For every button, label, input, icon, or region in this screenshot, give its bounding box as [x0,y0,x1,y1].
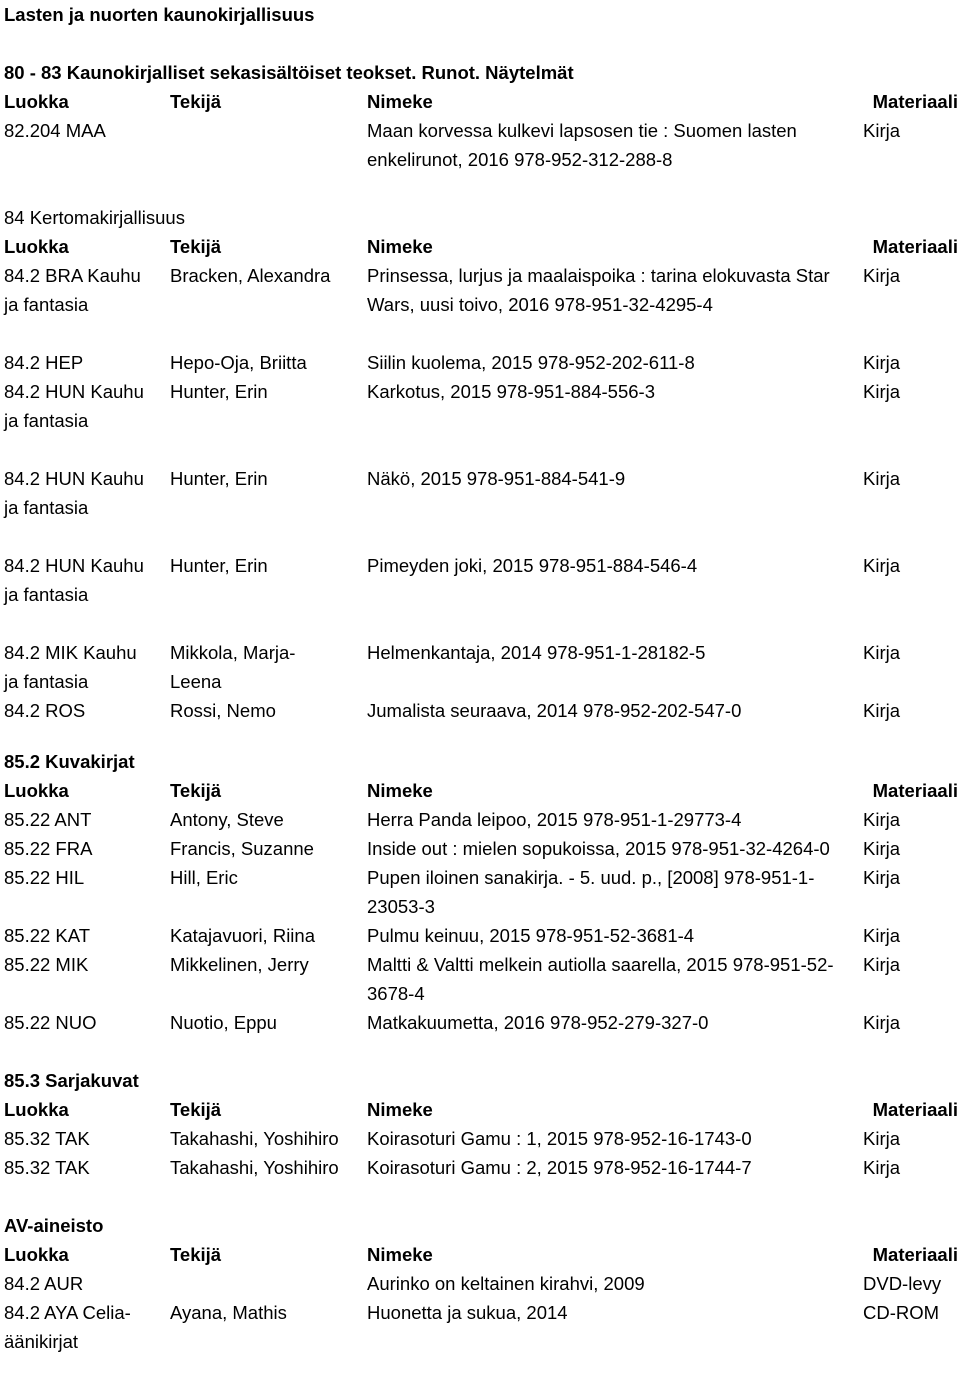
cell-title: Näkö, 2015 978-951-884-541-9 [367,468,626,489]
table-row [4,805,960,834]
cell-author [170,1008,367,1037]
class-line: ja fantasia [4,410,89,431]
author-line: Mikkelinen, Jerry [170,954,309,975]
table-row [4,950,960,1008]
header-class: Luokka [4,780,69,801]
cell-author [170,805,367,834]
cell-title: Maltti & Valtti melkein autiolla saarella, 2015 978-951-52-3678-4 [367,954,834,1004]
author-line: Hunter, Erin [170,381,268,402]
cell-class [4,950,170,1008]
author-line: Hunter, Erin [170,555,268,576]
header-class: Luokka [4,91,69,112]
table-row [4,696,960,725]
class-line: 85.22 NUO [4,1012,97,1033]
cell-author [170,261,367,319]
class-line: 84.2 MIK Kauhu [4,642,137,663]
class-line: 84.2 HUN Kauhu [4,381,144,402]
cell-title: Helmenkantaja, 2014 978-951-1-28182-5 [367,642,706,663]
class-line: 84.2 AUR [4,1273,84,1294]
author-line: Francis, Suzanne [170,838,314,859]
table-header [4,1095,960,1124]
cell-title: Pimeyden joki, 2015 978-951-884-546-4 [367,555,698,576]
table-header [4,232,960,261]
author-line: Mikkola, Marja- [170,642,296,663]
header-author: Tekijä [170,236,222,257]
row-spacer [4,609,960,638]
table-row [4,377,960,435]
cell-class [4,805,170,834]
class-line: 84.2 HEP [4,352,84,373]
cell-author [170,863,367,921]
cell-title: Koirasoturi Gamu : 1, 2015 978-952-16-1743-0 [367,1128,752,1149]
class-line: 84.2 AYA Celia- [4,1302,131,1323]
header-class: Luokka [4,1244,69,1265]
header-author: Tekijä [170,1244,222,1265]
table-row [4,1008,960,1037]
author-line: Nuotio, Eppu [170,1012,277,1033]
cell-class [4,464,170,522]
cell-title: Matkakuumetta, 2016 978-952-279-327-0 [367,1012,709,1033]
section-title: AV-aineisto [4,1215,104,1236]
cell-material: CD-ROM [863,1302,940,1323]
table-header [4,87,960,116]
class-line: 85.32 TAK [4,1128,90,1149]
spacer [4,725,960,747]
cell-material: Kirja [863,468,901,489]
author-line: Katajavuori, Riina [170,925,315,946]
class-line: äänikirjat [4,1331,79,1352]
cell-title: Pulmu keinuu, 2015 978-951-52-3681-4 [367,925,695,946]
section-rows [4,1269,960,1356]
cell-title: Jumalista seuraava, 2014 978-952-202-547-0 [367,700,742,721]
class-line: 82.204 MAA [4,120,106,141]
cell-author [170,834,367,863]
section-title: 85.3 Sarjakuvat [4,1070,139,1091]
cell-material: Kirja [863,925,901,946]
cell-material: Kirja [863,838,901,859]
cell-title: Maan korvessa kulkevi lapsosen tie : Suomen lasten enkelirunot, 2016 978-952-312-288-8 [367,120,797,170]
cell-material: Kirja [863,954,901,975]
cell-title: Pupen iloinen sanakirja. - 5. uud. p., [2008] 978-951-1-23053-3 [367,867,815,917]
table-row [4,1124,960,1153]
cell-class [4,1153,170,1182]
spacer [4,1182,960,1211]
class-line: 85.22 MIK [4,954,89,975]
table-row [4,348,960,377]
table-row [4,863,960,921]
class-line: 84.2 BRA Kauhu [4,265,141,286]
table-header [4,1240,960,1269]
table-row [4,834,960,863]
section-rows [4,261,960,725]
cell-title: Herra Panda leipoo, 2015 978-951-1-29773-4 [367,809,742,830]
author-line: Hill, Eric [170,867,238,888]
cell-author [170,377,367,435]
cell-material: Kirja [863,381,901,402]
row-spacer [4,319,960,348]
section-rows [4,1124,960,1182]
cell-material: Kirja [863,352,901,373]
cell-author [170,696,367,725]
header-author: Tekijä [170,1099,222,1120]
spacer [4,174,960,203]
cell-class [4,863,170,921]
cell-title: Siilin kuolema, 2015 978-952-202-611-8 [367,352,695,373]
cell-material: Kirja [863,1012,901,1033]
cell-class [4,1298,170,1356]
header-material: Materiaali [872,236,958,257]
header-material: Materiaali [872,91,958,112]
cell-title: Inside out : mielen sopukoissa, 2015 978-951-32-4264-0 [367,838,830,859]
cell-material: Kirja [863,642,901,663]
header-author: Tekijä [170,780,222,801]
cell-material: Kirja [863,809,901,830]
cell-class [4,1124,170,1153]
table-row [4,638,960,696]
cell-class [4,116,170,174]
spacer [4,1037,960,1066]
table-row [4,551,960,609]
cell-material: Kirja [863,555,901,576]
class-line: 84.2 HUN Kauhu [4,555,144,576]
cell-material: Kirja [863,1157,901,1178]
cell-title: Karkotus, 2015 978-951-884-556-3 [367,381,655,402]
author-line: Hepo-Oja, Briitta [170,352,307,373]
cell-author [170,464,367,522]
cell-author [170,638,367,696]
author-line: Takahashi, Yoshihiro [170,1157,339,1178]
class-line: 85.22 KAT [4,925,91,946]
page-title: Lasten ja nuorten kaunokirjallisuus [4,4,315,25]
cell-title: Huonetta ja sukua, 2014 [367,1302,568,1323]
cell-class [4,638,170,696]
class-line: 85.22 HIL [4,867,85,888]
author-line: Ayana, Mathis [170,1302,287,1323]
cell-author [170,1269,367,1298]
cell-class [4,834,170,863]
author-line: Takahashi, Yoshihiro [170,1128,339,1149]
class-line: 85.22 FRA [4,838,93,859]
section-title: 84 Kertomakirjallisuus [4,207,185,228]
header-title: Nimeke [367,1099,433,1120]
author-line: Hunter, Erin [170,468,268,489]
spacer [4,29,960,58]
header-title: Nimeke [367,1244,433,1265]
header-author: Tekijä [170,91,222,112]
header-title: Nimeke [367,91,433,112]
cell-author [170,348,367,377]
header-class: Luokka [4,1099,69,1120]
cell-class [4,1269,170,1298]
section-title: 85.2 Kuvakirjat [4,751,135,772]
cell-title: Prinsessa, lurjus ja maalaispoika : tarina elokuvasta Star Wars, uusi toivo, 2016 978-951-32-4295-4 [367,265,830,315]
table-header [4,776,960,805]
class-line: 84.2 ROS [4,700,86,721]
header-material: Materiaali [872,780,958,801]
author-line: Rossi, Nemo [170,700,276,721]
cell-author [170,1298,367,1356]
section-rows [4,116,960,174]
cell-title: Aurinko on keltainen kirahvi, 2009 [367,1273,645,1294]
cell-material: Kirja [863,120,901,141]
header-material: Materiaali [872,1099,958,1120]
cell-class [4,551,170,609]
table-row [4,116,960,174]
class-line: ja fantasia [4,497,89,518]
class-line: ja fantasia [4,584,89,605]
table-row [4,921,960,950]
header-material: Materiaali [872,1244,958,1265]
table-row [4,1269,960,1298]
cell-class [4,696,170,725]
cell-material: Kirja [863,265,901,286]
cell-class [4,261,170,319]
class-line: 84.2 HUN Kauhu [4,468,144,489]
class-line: 85.22 ANT [4,809,92,830]
row-spacer [4,522,960,551]
class-line: ja fantasia [4,671,89,692]
row-spacer [4,435,960,464]
header-class: Luokka [4,236,69,257]
cell-author [170,1124,367,1153]
section-rows [4,805,960,1037]
author-line: Antony, Steve [170,809,284,830]
cell-author [170,551,367,609]
header-title: Nimeke [367,780,433,801]
cell-class [4,921,170,950]
author-line: Bracken, Alexandra [170,265,331,286]
cell-author [170,921,367,950]
table-row [4,1153,960,1182]
cell-author [170,950,367,1008]
cell-class [4,377,170,435]
class-line: 85.32 TAK [4,1157,90,1178]
cell-material: Kirja [863,1128,901,1149]
cell-title: Koirasoturi Gamu : 2, 2015 978-952-16-1744-7 [367,1157,752,1178]
cell-material: Kirja [863,867,901,888]
table-row [4,1298,960,1356]
author-line: Leena [170,671,222,692]
cell-class [4,1008,170,1037]
table-row [4,464,960,522]
class-line: ja fantasia [4,294,89,315]
cell-author [170,1153,367,1182]
section-title: 80 - 83 Kaunokirjalliset sekasisältöiset teokset. Runot. Näytelmät [4,62,574,83]
catalog-page [4,0,960,1356]
cell-material: DVD-levy [863,1273,942,1294]
header-title: Nimeke [367,236,433,257]
cell-author [170,116,367,174]
table-row [4,261,960,319]
cell-class [4,348,170,377]
cell-material: Kirja [863,700,901,721]
